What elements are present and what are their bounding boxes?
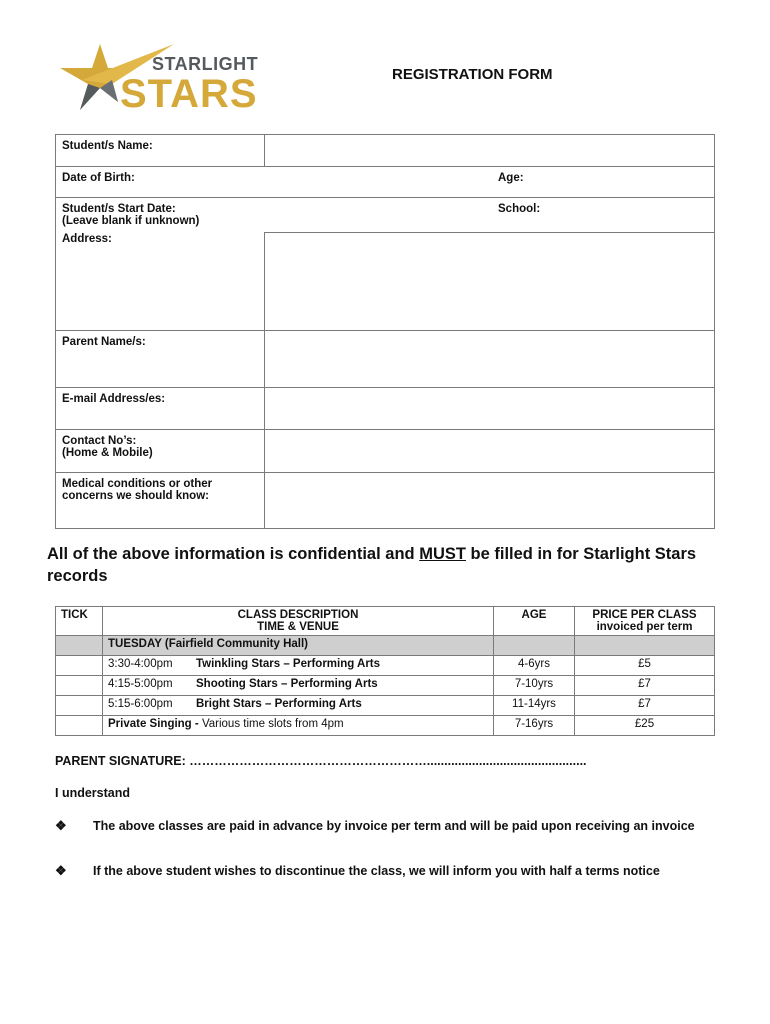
bullet-text: The above classes are paid in advance by invoice per term and will be paid upon receiving an invoice bbox=[93, 819, 695, 833]
address-field[interactable] bbox=[265, 233, 715, 331]
tick-box[interactable] bbox=[56, 716, 103, 736]
class-price: £5 bbox=[575, 656, 715, 676]
venue-age bbox=[494, 636, 575, 656]
notice-part-2: be filled in for Starlight Stars records bbox=[47, 545, 697, 585]
parent-signature-line[interactable]: PARENT SIGNATURE: ………………………………………………….............................................. bbox=[55, 754, 587, 768]
medical-cell bbox=[56, 473, 265, 529]
venue-label: TUESDAY (Fairfield Community Hall) bbox=[103, 636, 494, 656]
class-price: £7 bbox=[575, 696, 715, 716]
class-price: £7 bbox=[575, 676, 715, 696]
student-name-label: Student/s Name: bbox=[56, 135, 265, 167]
desc-header-2: TIME & VENUE bbox=[257, 621, 339, 633]
class-desc bbox=[103, 676, 494, 696]
price-header-1: PRICE PER CLASS bbox=[592, 609, 697, 621]
class-table bbox=[55, 606, 715, 736]
class-time: 3:30-4:00pm bbox=[108, 658, 173, 670]
medical-field[interactable] bbox=[265, 473, 715, 529]
email-field[interactable] bbox=[265, 388, 715, 430]
contact-cell bbox=[56, 430, 265, 473]
class-age: 11-14yrs bbox=[494, 696, 575, 716]
logo-line-1: STARLIGHT bbox=[152, 54, 259, 74]
class-age: 7-16yrs bbox=[494, 716, 575, 736]
contact-label: Contact No’s: bbox=[62, 435, 137, 447]
venue-tick bbox=[56, 636, 103, 656]
school-label: School: bbox=[492, 198, 715, 233]
logo-line-2: STARS bbox=[120, 72, 258, 116]
age-header: AGE bbox=[494, 607, 575, 636]
start-date-label: Student/s Start Date: bbox=[62, 203, 176, 215]
class-age: 4-6yrs bbox=[494, 656, 575, 676]
tick-box[interactable] bbox=[56, 656, 103, 676]
diamond-bullet-icon: ❖ bbox=[55, 818, 67, 833]
notice-must: MUST bbox=[419, 545, 466, 563]
bullet-text: If the above student wishes to discontinue the class, we will inform you with half a terms notice bbox=[93, 864, 660, 878]
starlight-stars-logo bbox=[52, 40, 259, 120]
venue-row bbox=[56, 636, 715, 656]
tick-box[interactable] bbox=[56, 676, 103, 696]
class-time: 4:15-5:00pm bbox=[108, 678, 173, 690]
understand-heading: I understand bbox=[55, 786, 131, 800]
table-row bbox=[56, 676, 715, 696]
age-label: Age: bbox=[492, 167, 715, 198]
class-desc bbox=[103, 656, 494, 676]
notice-part-1: All of the above information is confidential and bbox=[47, 545, 420, 563]
start-date-note: (Leave blank if unknown) bbox=[62, 215, 200, 227]
price-header-2: invoiced per term bbox=[596, 621, 693, 633]
email-label: E-mail Address/es: bbox=[56, 388, 265, 430]
class-time: 5:15-6:00pm bbox=[108, 698, 173, 710]
class-price: £25 bbox=[575, 716, 715, 736]
confidentiality-notice bbox=[47, 543, 737, 587]
class-name: Twinkling Stars – Performing Arts bbox=[196, 658, 381, 670]
parent-name-label: Parent Name/s: bbox=[56, 331, 265, 388]
contact-note: (Home & Mobile) bbox=[62, 447, 153, 459]
private-singing-detail: Various time slots from 4pm bbox=[201, 718, 344, 730]
student-name-field[interactable] bbox=[265, 135, 715, 167]
class-name: Shooting Stars – Performing Arts bbox=[196, 678, 378, 690]
class-age: 7-10yrs bbox=[494, 676, 575, 696]
class-desc bbox=[103, 716, 494, 736]
table-row bbox=[56, 696, 715, 716]
desc-header-1: CLASS DESCRIPTION bbox=[237, 609, 359, 621]
parent-name-field[interactable] bbox=[265, 331, 715, 388]
dob-label: Date of Birth: bbox=[56, 167, 493, 198]
table-row bbox=[56, 656, 715, 676]
page-title: REGISTRATION FORM bbox=[392, 66, 553, 83]
venue-price bbox=[575, 636, 715, 656]
desc-header bbox=[103, 607, 494, 636]
start-date-cell[interactable] bbox=[56, 198, 493, 233]
tick-header: TICK bbox=[56, 607, 103, 636]
diamond-bullet-icon: ❖ bbox=[55, 863, 67, 878]
address-label: Address: bbox=[56, 233, 265, 331]
contact-field[interactable] bbox=[265, 430, 715, 473]
class-name: Bright Stars – Performing Arts bbox=[196, 698, 362, 710]
tick-box[interactable] bbox=[56, 696, 103, 716]
price-header bbox=[575, 607, 715, 636]
medical-label: Medical conditions or other bbox=[62, 478, 213, 490]
registration-table bbox=[55, 134, 715, 529]
table-row bbox=[56, 716, 715, 736]
private-singing-name: Private Singing - bbox=[108, 718, 202, 730]
medical-label-2: concerns we should know: bbox=[62, 490, 209, 502]
class-desc bbox=[103, 696, 494, 716]
